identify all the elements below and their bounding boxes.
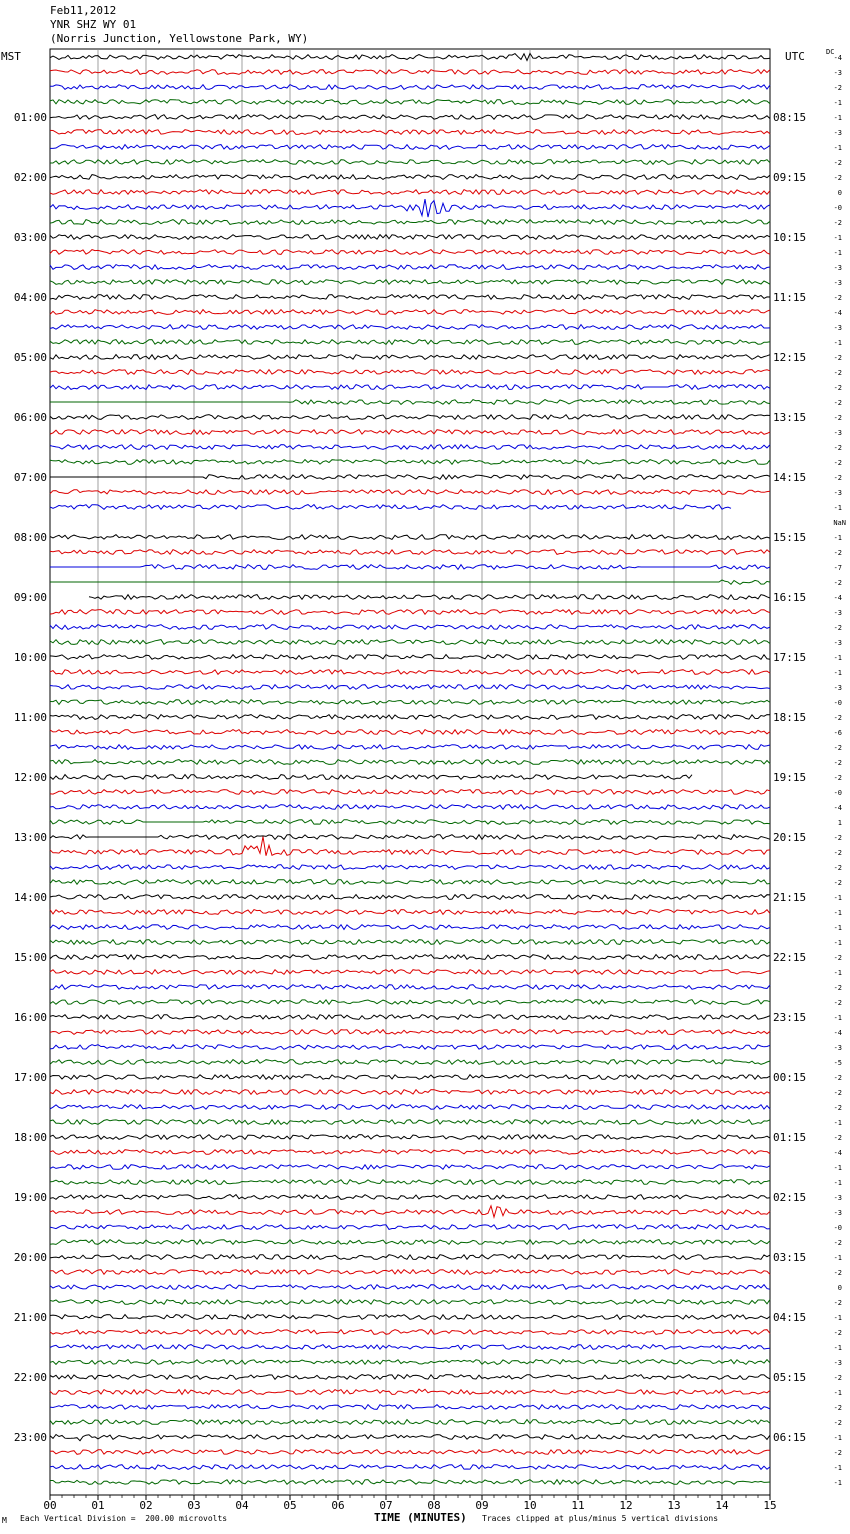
seismic-trace xyxy=(50,445,770,450)
seismic-trace xyxy=(50,85,770,90)
seismic-trace xyxy=(50,715,770,720)
trace-offset-label: -1 xyxy=(833,909,842,917)
seismic-trace xyxy=(50,837,770,856)
trace-offset-label: -2 xyxy=(833,1104,842,1112)
x-tick-label: 14 xyxy=(715,1499,729,1512)
seismic-trace xyxy=(50,700,770,705)
seismic-trace xyxy=(50,1405,770,1410)
trace-offset-label: -4 xyxy=(833,309,842,317)
seismic-trace xyxy=(50,1389,770,1394)
hour-label-utc: 12:15 xyxy=(773,351,807,364)
trace-offset-label: -1 xyxy=(833,234,842,242)
trace-offset-label: -2 xyxy=(833,1089,842,1097)
trace-offset-label: -3 xyxy=(833,684,842,692)
hour-label-utc: 22:15 xyxy=(773,951,807,964)
trace-offset-label: -2 xyxy=(833,414,842,422)
trace-offset-label: -3 xyxy=(833,489,842,497)
trace-offset-label: -2 xyxy=(833,459,842,467)
right-timezone-label: UTC xyxy=(785,50,805,63)
trace-offset-label: -3 xyxy=(833,279,842,287)
trace-offset-label: -1 xyxy=(833,1254,842,1262)
trace-offset-label: -4 xyxy=(833,1029,842,1037)
seismic-trace xyxy=(50,970,770,975)
hour-label-mst: 17:00 xyxy=(13,1071,47,1084)
seismic-trace xyxy=(50,325,770,330)
trace-offset-label: -2 xyxy=(833,879,842,887)
x-tick-label: 00 xyxy=(43,1499,57,1512)
seismic-trace xyxy=(50,460,770,465)
hour-label-mst: 12:00 xyxy=(13,771,47,784)
x-tick-label: 02 xyxy=(139,1499,153,1512)
hour-label-mst: 11:00 xyxy=(13,711,47,724)
seismic-trace xyxy=(50,925,770,930)
trace-offset-label: -1 xyxy=(833,1119,842,1127)
trace-offset-label: -4 xyxy=(833,594,842,602)
seismic-trace xyxy=(50,1345,770,1350)
seismic-trace xyxy=(50,625,770,630)
x-tick-label: 01 xyxy=(91,1499,105,1512)
trace-offset-label: -2 xyxy=(833,1419,842,1427)
trace-offset-label: -3 xyxy=(833,69,842,77)
hour-label-utc: 15:15 xyxy=(773,531,807,544)
seismic-trace xyxy=(50,685,770,690)
hour-label-mst: 06:00 xyxy=(13,411,47,424)
trace-offset-label: -1 xyxy=(833,1344,842,1352)
seismic-trace xyxy=(50,160,770,165)
seismic-trace xyxy=(50,70,770,75)
trace-offset-label: -3 xyxy=(833,1194,842,1202)
footer-mark: M xyxy=(2,1516,7,1525)
trace-offset-label: -3 xyxy=(833,324,842,332)
seismic-trace xyxy=(50,655,770,660)
x-tick-label: 13 xyxy=(667,1499,681,1512)
trace-offset-label: -1 xyxy=(833,144,842,152)
x-tick-label: 15 xyxy=(763,1499,777,1512)
trace-offset-label: -2 xyxy=(833,1239,842,1247)
hour-label-utc: 19:15 xyxy=(773,771,807,784)
trace-offset-label: -3 xyxy=(833,639,842,647)
hour-label-utc: 13:15 xyxy=(773,411,807,424)
seismic-trace xyxy=(50,235,770,240)
seismic-trace xyxy=(50,190,770,195)
seismic-trace xyxy=(50,985,770,990)
seismic-trace xyxy=(50,1435,770,1441)
seismic-trace xyxy=(50,1315,770,1320)
hour-label-utc: 11:15 xyxy=(773,291,807,304)
trace-offset-label: -0 xyxy=(833,204,842,212)
trace-offset-label: -2 xyxy=(833,174,842,182)
trace-offset-label: -3 xyxy=(833,1209,842,1217)
seismic-trace xyxy=(50,745,770,750)
plot-date: Feb11,2012 xyxy=(50,4,117,17)
trace-offset-label: -3 xyxy=(833,264,842,272)
seismic-trace xyxy=(50,100,770,105)
seismic-trace xyxy=(50,895,770,900)
hour-label-mst: 05:00 xyxy=(13,351,47,364)
seismic-trace xyxy=(50,475,770,480)
trace-offset-label: -2 xyxy=(833,1404,842,1412)
seismic-trace xyxy=(50,1120,770,1125)
x-tick-label: 10 xyxy=(523,1499,537,1512)
seismic-trace xyxy=(50,1150,770,1155)
x-tick-label: 06 xyxy=(331,1499,345,1512)
trace-offset-label: -3 xyxy=(833,1044,842,1052)
seismic-trace xyxy=(50,1060,770,1065)
trace-offset-label: -2 xyxy=(833,1449,842,1457)
hour-label-utc: 18:15 xyxy=(773,711,807,724)
station-code: YNR SHZ WY 01 xyxy=(50,18,137,31)
seismic-trace xyxy=(50,430,770,435)
trace-offset-label: 0 xyxy=(837,189,842,197)
seismic-trace xyxy=(50,1045,770,1050)
trace-offset-label: -1 xyxy=(833,1314,842,1322)
seismic-trace xyxy=(50,310,770,315)
x-tick-label: 05 xyxy=(283,1499,297,1512)
seismic-trace xyxy=(50,53,770,60)
x-tick-label: 04 xyxy=(235,1499,249,1512)
trace-offset-label: -1 xyxy=(833,1434,842,1442)
seismic-trace xyxy=(50,250,770,255)
seismic-trace xyxy=(50,1285,770,1290)
hour-label-utc: 23:15 xyxy=(773,1011,807,1024)
trace-offset-label: -2 xyxy=(833,954,842,962)
trace-offset-label: -3 xyxy=(833,609,842,617)
seismic-trace xyxy=(50,535,770,540)
trace-offset-label: -2 xyxy=(833,1134,842,1142)
trace-offset-label: -1 xyxy=(833,504,842,512)
hour-label-mst: 08:00 xyxy=(13,531,47,544)
trace-offset-label: -2 xyxy=(833,1374,842,1382)
seismic-trace xyxy=(50,580,770,584)
trace-offset-label: -3 xyxy=(833,129,842,137)
seismic-trace xyxy=(50,1030,770,1035)
seismic-trace xyxy=(50,955,770,960)
hour-label-utc: 06:15 xyxy=(773,1431,807,1444)
seismic-trace xyxy=(50,1300,770,1305)
trace-offset-label: -3 xyxy=(833,1359,842,1367)
hour-label-utc: 10:15 xyxy=(773,231,807,244)
hour-label-mst: 15:00 xyxy=(13,951,47,964)
trace-offset-label: -2 xyxy=(833,774,842,782)
trace-offset-label: -2 xyxy=(833,984,842,992)
seismic-trace xyxy=(50,1480,770,1485)
x-tick-label: 08 xyxy=(427,1499,441,1512)
hour-label-utc: 02:15 xyxy=(773,1191,807,1204)
seismic-trace xyxy=(50,1330,770,1335)
left-timezone-label: MST xyxy=(1,50,21,63)
trace-offset-label: -1 xyxy=(833,1179,842,1187)
scale-note: Each Vertical Division = 200.00 microvolts xyxy=(20,1514,228,1523)
seismic-trace xyxy=(50,280,770,285)
trace-offset-label: -1 xyxy=(833,534,842,542)
x-tick-label: 11 xyxy=(571,1499,585,1512)
hour-label-utc: 04:15 xyxy=(773,1311,807,1324)
x-axis-title: TIME (MINUTES) xyxy=(374,1511,467,1524)
seismic-trace xyxy=(50,775,770,780)
seismic-trace xyxy=(50,835,770,840)
hour-label-mst: 18:00 xyxy=(13,1131,47,1144)
seismic-trace xyxy=(50,1225,770,1230)
trace-offset-label: -2 xyxy=(833,84,842,92)
seismic-trace xyxy=(50,490,770,495)
trace-offset-label: -1 xyxy=(833,1389,842,1397)
trace-offset-label: -2 xyxy=(833,1269,842,1277)
seismic-trace xyxy=(50,220,770,225)
seismic-trace xyxy=(50,760,770,765)
seismic-trace xyxy=(50,880,770,885)
trace-offset-label: -0 xyxy=(833,1224,842,1232)
hour-label-utc: 17:15 xyxy=(773,651,807,664)
trace-offset-label: -2 xyxy=(833,834,842,842)
station-location: (Norris Junction, Yellowstone Park, WY) xyxy=(50,32,309,45)
clip-note: Traces clipped at plus/minus 5 vertical divisions xyxy=(482,1514,719,1523)
seismic-trace xyxy=(50,670,770,675)
seismic-trace xyxy=(50,910,770,915)
trace-offset-label: -2 xyxy=(833,444,842,452)
hour-label-utc: 14:15 xyxy=(773,471,807,484)
seismic-trace xyxy=(50,1240,770,1245)
hour-label-utc: 00:15 xyxy=(773,1071,807,1084)
nan-label: NaN xyxy=(833,519,846,527)
hour-label-mst: 14:00 xyxy=(13,891,47,904)
seismic-trace xyxy=(50,130,770,135)
trace-offset-label: -2 xyxy=(833,384,842,392)
dc-offset-label: DC xyxy=(826,48,835,56)
trace-offset-label: -1 xyxy=(833,939,842,947)
seismic-trace xyxy=(50,355,770,360)
trace-offset-label: -1 xyxy=(833,1164,842,1172)
trace-offset-label: -1 xyxy=(833,114,842,122)
seismic-trace xyxy=(50,805,770,810)
seismic-trace xyxy=(50,1270,770,1275)
seismic-trace xyxy=(50,790,770,795)
trace-offset-label: -2 xyxy=(833,864,842,872)
seismic-trace xyxy=(50,175,770,180)
trace-offset-label: -0 xyxy=(833,699,842,707)
trace-offset-label: -2 xyxy=(833,624,842,632)
hour-label-mst: 03:00 xyxy=(13,231,47,244)
seismic-trace xyxy=(50,1255,770,1260)
seismic-trace xyxy=(50,1165,770,1170)
seismic-trace xyxy=(50,1206,770,1217)
trace-offset-label: -2 xyxy=(833,1074,842,1082)
hour-label-mst: 13:00 xyxy=(13,831,47,844)
hour-label-mst: 02:00 xyxy=(13,171,47,184)
trace-offset-label: -0 xyxy=(833,789,842,797)
seismic-trace xyxy=(50,1000,770,1005)
trace-offset-label: -2 xyxy=(833,714,842,722)
trace-offset-label: -2 xyxy=(833,354,842,362)
hour-label-mst: 10:00 xyxy=(13,651,47,664)
seismic-trace xyxy=(50,1360,770,1365)
hour-label-utc: 21:15 xyxy=(773,891,807,904)
seismic-trace xyxy=(50,565,770,570)
hour-label-utc: 03:15 xyxy=(773,1251,807,1264)
seismic-trace xyxy=(50,415,770,420)
trace-offset-label: -2 xyxy=(833,999,842,1007)
seismic-trace xyxy=(50,1465,770,1470)
trace-offset-label: -1 xyxy=(833,249,842,257)
hour-label-mst: 04:00 xyxy=(13,291,47,304)
seismic-trace xyxy=(50,730,770,735)
hour-label-utc: 05:15 xyxy=(773,1371,807,1384)
seismic-trace xyxy=(50,550,770,555)
seismic-trace xyxy=(50,1090,770,1095)
trace-offset-label: -3 xyxy=(833,429,842,437)
trace-offset-label: -5 xyxy=(833,1059,842,1067)
trace-offset-label: -2 xyxy=(833,294,842,302)
trace-offset-label: -7 xyxy=(833,564,842,572)
hour-label-mst: 01:00 xyxy=(13,111,47,124)
hour-label-mst: 19:00 xyxy=(13,1191,47,1204)
seismic-trace xyxy=(50,115,770,120)
trace-offset-label: -1 xyxy=(833,969,842,977)
trace-offset-label: 0 xyxy=(837,1284,842,1292)
seismic-trace xyxy=(50,1015,770,1020)
hour-label-utc: 16:15 xyxy=(773,591,807,604)
seismic-trace xyxy=(50,145,770,150)
trace-offset-label: -4 xyxy=(833,1149,842,1157)
trace-offset-label: -1 xyxy=(833,339,842,347)
x-tick-label: 07 xyxy=(379,1499,393,1512)
hour-label-mst: 16:00 xyxy=(13,1011,47,1024)
trace-offset-label: -1 xyxy=(833,99,842,107)
seismic-trace xyxy=(50,1375,770,1380)
trace-offset-label: -2 xyxy=(833,474,842,482)
seismic-trace xyxy=(50,1135,770,1140)
hour-label-utc: 08:15 xyxy=(773,111,807,124)
seismic-trace xyxy=(89,595,770,600)
seismic-trace xyxy=(50,505,770,510)
trace-offset-label: -1 xyxy=(833,1479,842,1487)
trace-offset-label: -2 xyxy=(833,849,842,857)
hour-label-utc: 09:15 xyxy=(773,171,807,184)
trace-offset-label: -2 xyxy=(833,1299,842,1307)
seismic-trace xyxy=(50,1420,770,1425)
seismic-trace xyxy=(50,295,770,300)
hour-label-utc: 20:15 xyxy=(773,831,807,844)
seismic-trace xyxy=(50,940,770,945)
trace-offset-label: -1 xyxy=(833,924,842,932)
hour-label-mst: 07:00 xyxy=(13,471,47,484)
trace-offset-label: -1 xyxy=(833,669,842,677)
trace-offset-label: 1 xyxy=(837,819,842,827)
trace-offset-label: -4 xyxy=(833,54,842,62)
seismic-trace xyxy=(50,1075,770,1080)
hour-label-utc: 01:15 xyxy=(773,1131,807,1144)
trace-offset-label: -2 xyxy=(833,549,842,557)
seismic-trace xyxy=(50,199,770,217)
trace-offset-label: -1 xyxy=(833,654,842,662)
x-tick-label: 03 xyxy=(187,1499,201,1512)
trace-offset-label: -1 xyxy=(833,1014,842,1022)
seismic-trace xyxy=(50,400,770,405)
seismic-trace xyxy=(50,1180,770,1185)
hour-label-mst: 21:00 xyxy=(13,1311,47,1324)
seismic-trace xyxy=(50,265,770,270)
seismic-trace xyxy=(50,385,770,390)
trace-offset-label: -4 xyxy=(833,804,842,812)
hour-label-mst: 23:00 xyxy=(13,1431,47,1444)
seismic-trace xyxy=(50,820,770,825)
seismic-trace xyxy=(50,370,770,375)
seismic-trace xyxy=(50,1105,770,1110)
trace-offset-label: -2 xyxy=(833,219,842,227)
trace-offset-label: -1 xyxy=(833,894,842,902)
seismic-trace xyxy=(50,610,770,615)
seismic-trace xyxy=(50,865,770,870)
trace-offset-label: -2 xyxy=(833,369,842,377)
trace-offset-label: -2 xyxy=(833,744,842,752)
seismic-trace xyxy=(50,640,770,645)
hour-label-mst: 09:00 xyxy=(13,591,47,604)
trace-offset-label: -2 xyxy=(833,399,842,407)
x-tick-label: 12 xyxy=(619,1499,633,1512)
hour-label-mst: 20:00 xyxy=(13,1251,47,1264)
trace-offset-label: -1 xyxy=(833,1464,842,1472)
seismic-trace xyxy=(50,340,770,345)
trace-offset-label: -6 xyxy=(833,729,842,737)
trace-offset-label: -2 xyxy=(833,159,842,167)
seismic-trace xyxy=(50,1450,770,1455)
trace-offset-label: -2 xyxy=(833,579,842,587)
trace-offset-label: -2 xyxy=(833,1329,842,1337)
x-tick-label: 09 xyxy=(475,1499,489,1512)
trace-offset-label: -2 xyxy=(833,759,842,767)
seismic-trace xyxy=(50,1195,770,1200)
hour-label-mst: 22:00 xyxy=(13,1371,47,1384)
